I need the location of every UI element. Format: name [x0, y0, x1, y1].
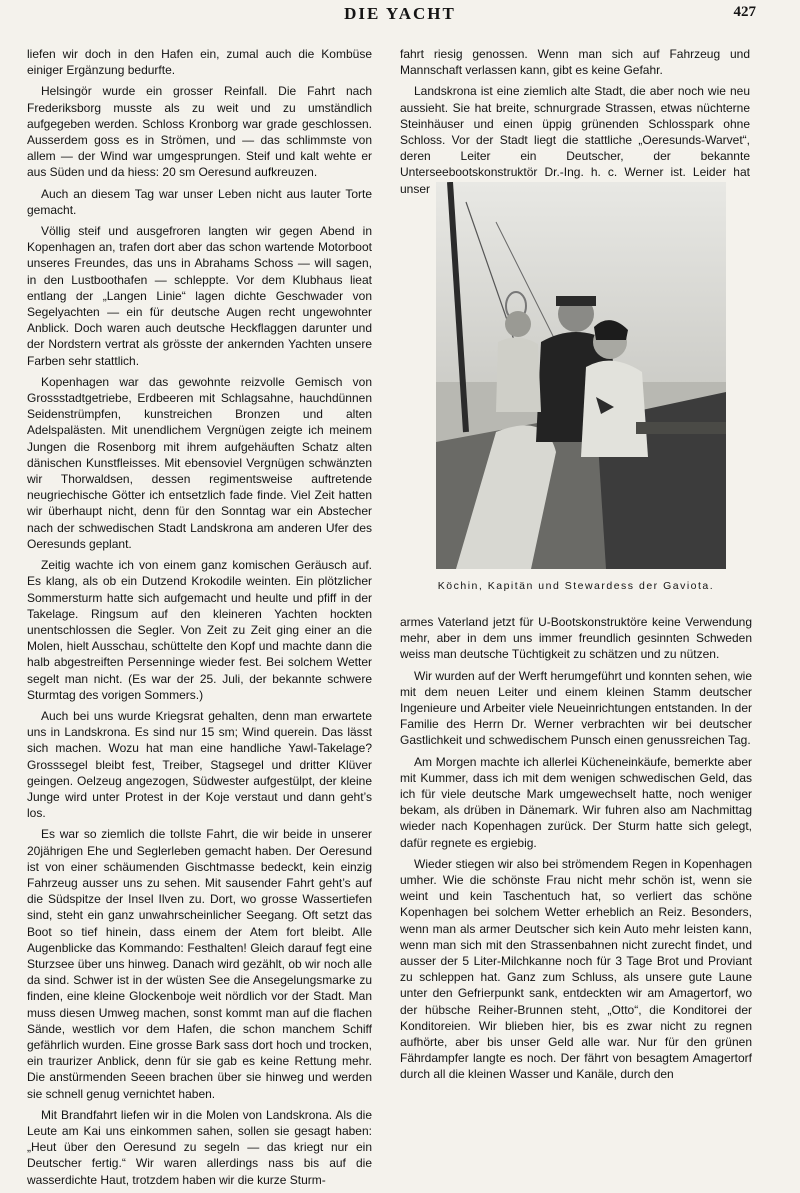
paragraph: Es war so ziemlich die tollste Fahrt, die wir beide in unserer 20jährigen Ehe und Seglerleben gemacht haben. Der Oeresund ist von einer schäumenden Gischtmasse bedeckt, kein einzig Fahrzeug ausser uns zu sehen. Mit sausender Fahrt geht’s auf die Südspitze der Insel Ilven zu. Dort, wo grosse Wassertiefen sind, steht ein ganz unwahrscheinlicher Seegang. Oft setzt das Boot so tief hinein, dass einem der Atem fort bleibt. Alle Augenblicke das Kommando: Festhalten! Gleich darauf fegt eine Sturzsee über uns hinweg. Danach wird gezählt, ob wir noch alle da sind. Schwer ist in der wüsten See die Ansegelungsmarke zu finden, eine kleine Glockenboje weit nördlich vor der Stadt. Man muss diesen Umweg machen, sonst kommt man auf die flachen Sände, westlich vor dem Hafen, die schon manchem Schiff gefährlich wurden. Eine grosse Bark sass dort hoch und trocken, ein traurizer Anblick, denn für sie gab es keine Rettung mehr. Die anstürmenden Seeen brachen über sie hinweg und werden sie schnell genug vernichtet haben. — [27, 827, 372, 1101]
paragraph: Zeitig wachte ich von einem ganz komischen Geräusch auf. Es klang, als ob ein Dutzend Krokodile weinten. Ein plötzlicher Sommersturm hatte sich aufgemacht und heulte und pfiff in der Takelage. Ringsum auf den kleineren Yachten hockten unentschlossen die Segler. Von Zeit zu Zeit ging einer an die Molen, hielt Ausschau, schüttelte den Kopf und machte dann die halb abgestreiften Persenninge wieder fest. Bei solchem Wetter segelt man nicht. (Es war der 25. Juli, der bekannte schwere Sturmtag des vorigen Sommers.) — [27, 558, 372, 702]
paragraph: liefen wir doch in den Hafen ein, zumal auch die Kombüse einiger Ergänzung bedurfte. — [27, 47, 372, 78]
photograph — [436, 182, 726, 569]
paragraph: armes Vaterland jetzt für U-Bootskonstruktöre keine Verwendung mehr, aber in dem uns immer freundlich gesinnten Schweden weiss man deutsche Tüchtigkeit zu schätzen und zu nützen. — [400, 615, 752, 662]
right-column-bottom — [400, 614, 752, 1088]
paragraph: Mit Brandfahrt liefen wir in die Molen von Landskrona. Als die Leute am Kai uns einkommen sahen, sollen sie gesagt haben: „Heut über den Oeresund zu segeln — das kriegt nur ein Deutscher fertig.“ Wir waren allerdings nass bis auf die wasserdichte Haut, trotzdem haben wir die kurze Sturm- — [27, 1107, 372, 1187]
magazine-title: DIE YACHT — [344, 4, 456, 23]
paragraph: Wieder stiegen wir also bei strömendem Regen in Kopenhagen umher. Wie die schönste Frau nicht mehr schön ist, wenn sie weint und kein Taschentuch hat, so verliert das schöne Kopenhagen bei solchem Wetter erheblich an Reiz. Besonders, wenn man als armer Deutscher sich kein Auto mehr leisten kann, wenn man sich mit den Strassenbahnen nicht zurecht findet, und ausser der 5 Liter-Milchkanne noch für 3 Tage Brot und Proviant zu schleppen hat. Ganz zum Schluss, als unsere gute Laune unter den Gefrierpunkt sank, entdeckten wir am Amagertorf, wo der hübsche Reiher-Brunnen steht, „Otto“, die Konditorei der Konditoreien. Wir blieben hier, bis es zwar nicht zu regnen aufhörte, aber bis unser Geld alle war. Nur für den grünen Fährdampfer langte es noch. Der fährt von besagtem Amagertorf durch all die kleinen Wasser und Kanäle, durch den — [400, 856, 752, 1082]
photo-illustration — [436, 182, 726, 569]
paragraph: Am Morgen machte ich allerlei Kücheneinkäufe, bemerkte aber mit Kummer, dass ich mit dem wenigen schwedischen Geld, das ich für viele deutsche Mark umgewechselt hatte, noch weniger bekam, als drüben in Dänemark. Wir fuhren also am Nachmittag wieder nach Kopenhagen zurück. Der Sturm hatte sich gelegt, dafür regnete es ergiebig. — [400, 754, 752, 850]
paragraph: Völlig steif und ausgefroren langten wir gegen Abend in Kopenhagen an, trafen dort aber das schon wartende Motorboot unseres Freundes, das uns in Abrahams Schoss — will sagen, in den Lustboothafen — schleppte. Vor dem Klubhaus lieat entlang der „Langen Linie“ lagen dichte Geschwader von Segelyachten — ein für deutsche Augen recht ungewohnter Anblick. Doch waren auch deutsche Heckflaggen darunter und der Nordstern vertrat als grösste der ankernden Yachten unsere Farben sehr stattlich. — [27, 224, 372, 368]
paragraph: Auch bei uns wurde Kriegsrat gehalten, denn man erwartete uns in Landskrona. Es sind nur 15 sm; Wind querein. Das lässt sich machen. Wozu hat man eine handliche Yawl-Takelage? Grosssegel bleibt fest, Treiber, Stagsegel und dritter Klüver geingen. Oelzeug angezogen, Südwester aufgestülpt, der kleine Junge wird unter Protest in der Koje verstaut und dann geht’s los. — [27, 708, 372, 821]
paragraph: Helsingör wurde ein grosser Reinfall. Die Fahrt nach Frederiksborg musste als zu weit und zu umständlich aufgegeben werden. Schloss Kronborg war grade geschlossen. Ausserdem goss es in Strömen, und — das schlimmste von allem — der Wind war umgesprungen. Steif und kalt wehte er aus Süden und da hiess: 20 sm Oeresund aufkreuzen. — [27, 84, 372, 180]
photo-caption: Köchin, Kapitän und Stewardess der Gaviota. — [437, 580, 715, 592]
paragraph: Kopenhagen war das gewohnte reizvolle Gemisch von Grossstadtgetriebe, Erdbeeren mit Schlagsahne, hauchdünnen Seidenstrümpfen, kunstreichen Bronzen und alten Adelspalästen. Mit unendlichem Vergnügen zeigte ich meinem Jungen die Rosenborg mit ihrem aufgehäuften Schatz alten dänischen Kunstfleisses. Mit ebensoviel Vergnügen schwänzten wir Thorwaldsen, dessen regimentsweise auftretende neugriechische Götter ich entsetzlich fade finde. Viel Zeit hatten wir überhaupt nicht, denn für den Sonntag war ein Abstecher nach der schwedischen Stadt Landskrona am anderen Ufer des Oeresunds geplant. — [27, 374, 372, 551]
page-number: 427 — [733, 4, 756, 20]
left-column — [27, 46, 372, 1193]
paragraph: Auch an diesem Tag war unser Leben nicht aus lauter Torte gemacht. — [27, 186, 372, 217]
paragraph: fahrt riesig genossen. Wenn man sich auf Fahrzeug und Mannschaft verlassen kann, gibt es keine Gefahr. — [400, 47, 750, 78]
paragraph: Wir wurden auf der Werft herumgeführt und konnten sehen, wie mit dem neuen Leiter und einem kleinen Stamm deutscher Ingenieure und Arbeiter viele Neueinrichtungen entstanden. In der Familie des Herrn Dr. Werner verbrachten wir bei deutscher Gastlichkeit und schwedischem Punsch einen genussreichen Tag. — [400, 668, 752, 748]
right-column-top — [400, 46, 750, 202]
paragraph: Landskrona ist eine ziemlich alte Stadt, die aber noch wie neu aussieht. Sie hat breite, schnurgrade Strassen, etwas nüchterne Steinhäuser und einen üppig grünenden Schlosspark ohne Schloss. Vor der Stadt liegt die stattliche „Oeresunds-Warvet“, deren Leiter ein Deutscher, der bekannte Unterseebootskonstruktör Dr.-Ing. h. c. Werner ist. Leider hat unser — [400, 84, 750, 196]
page-header — [0, 2, 800, 24]
